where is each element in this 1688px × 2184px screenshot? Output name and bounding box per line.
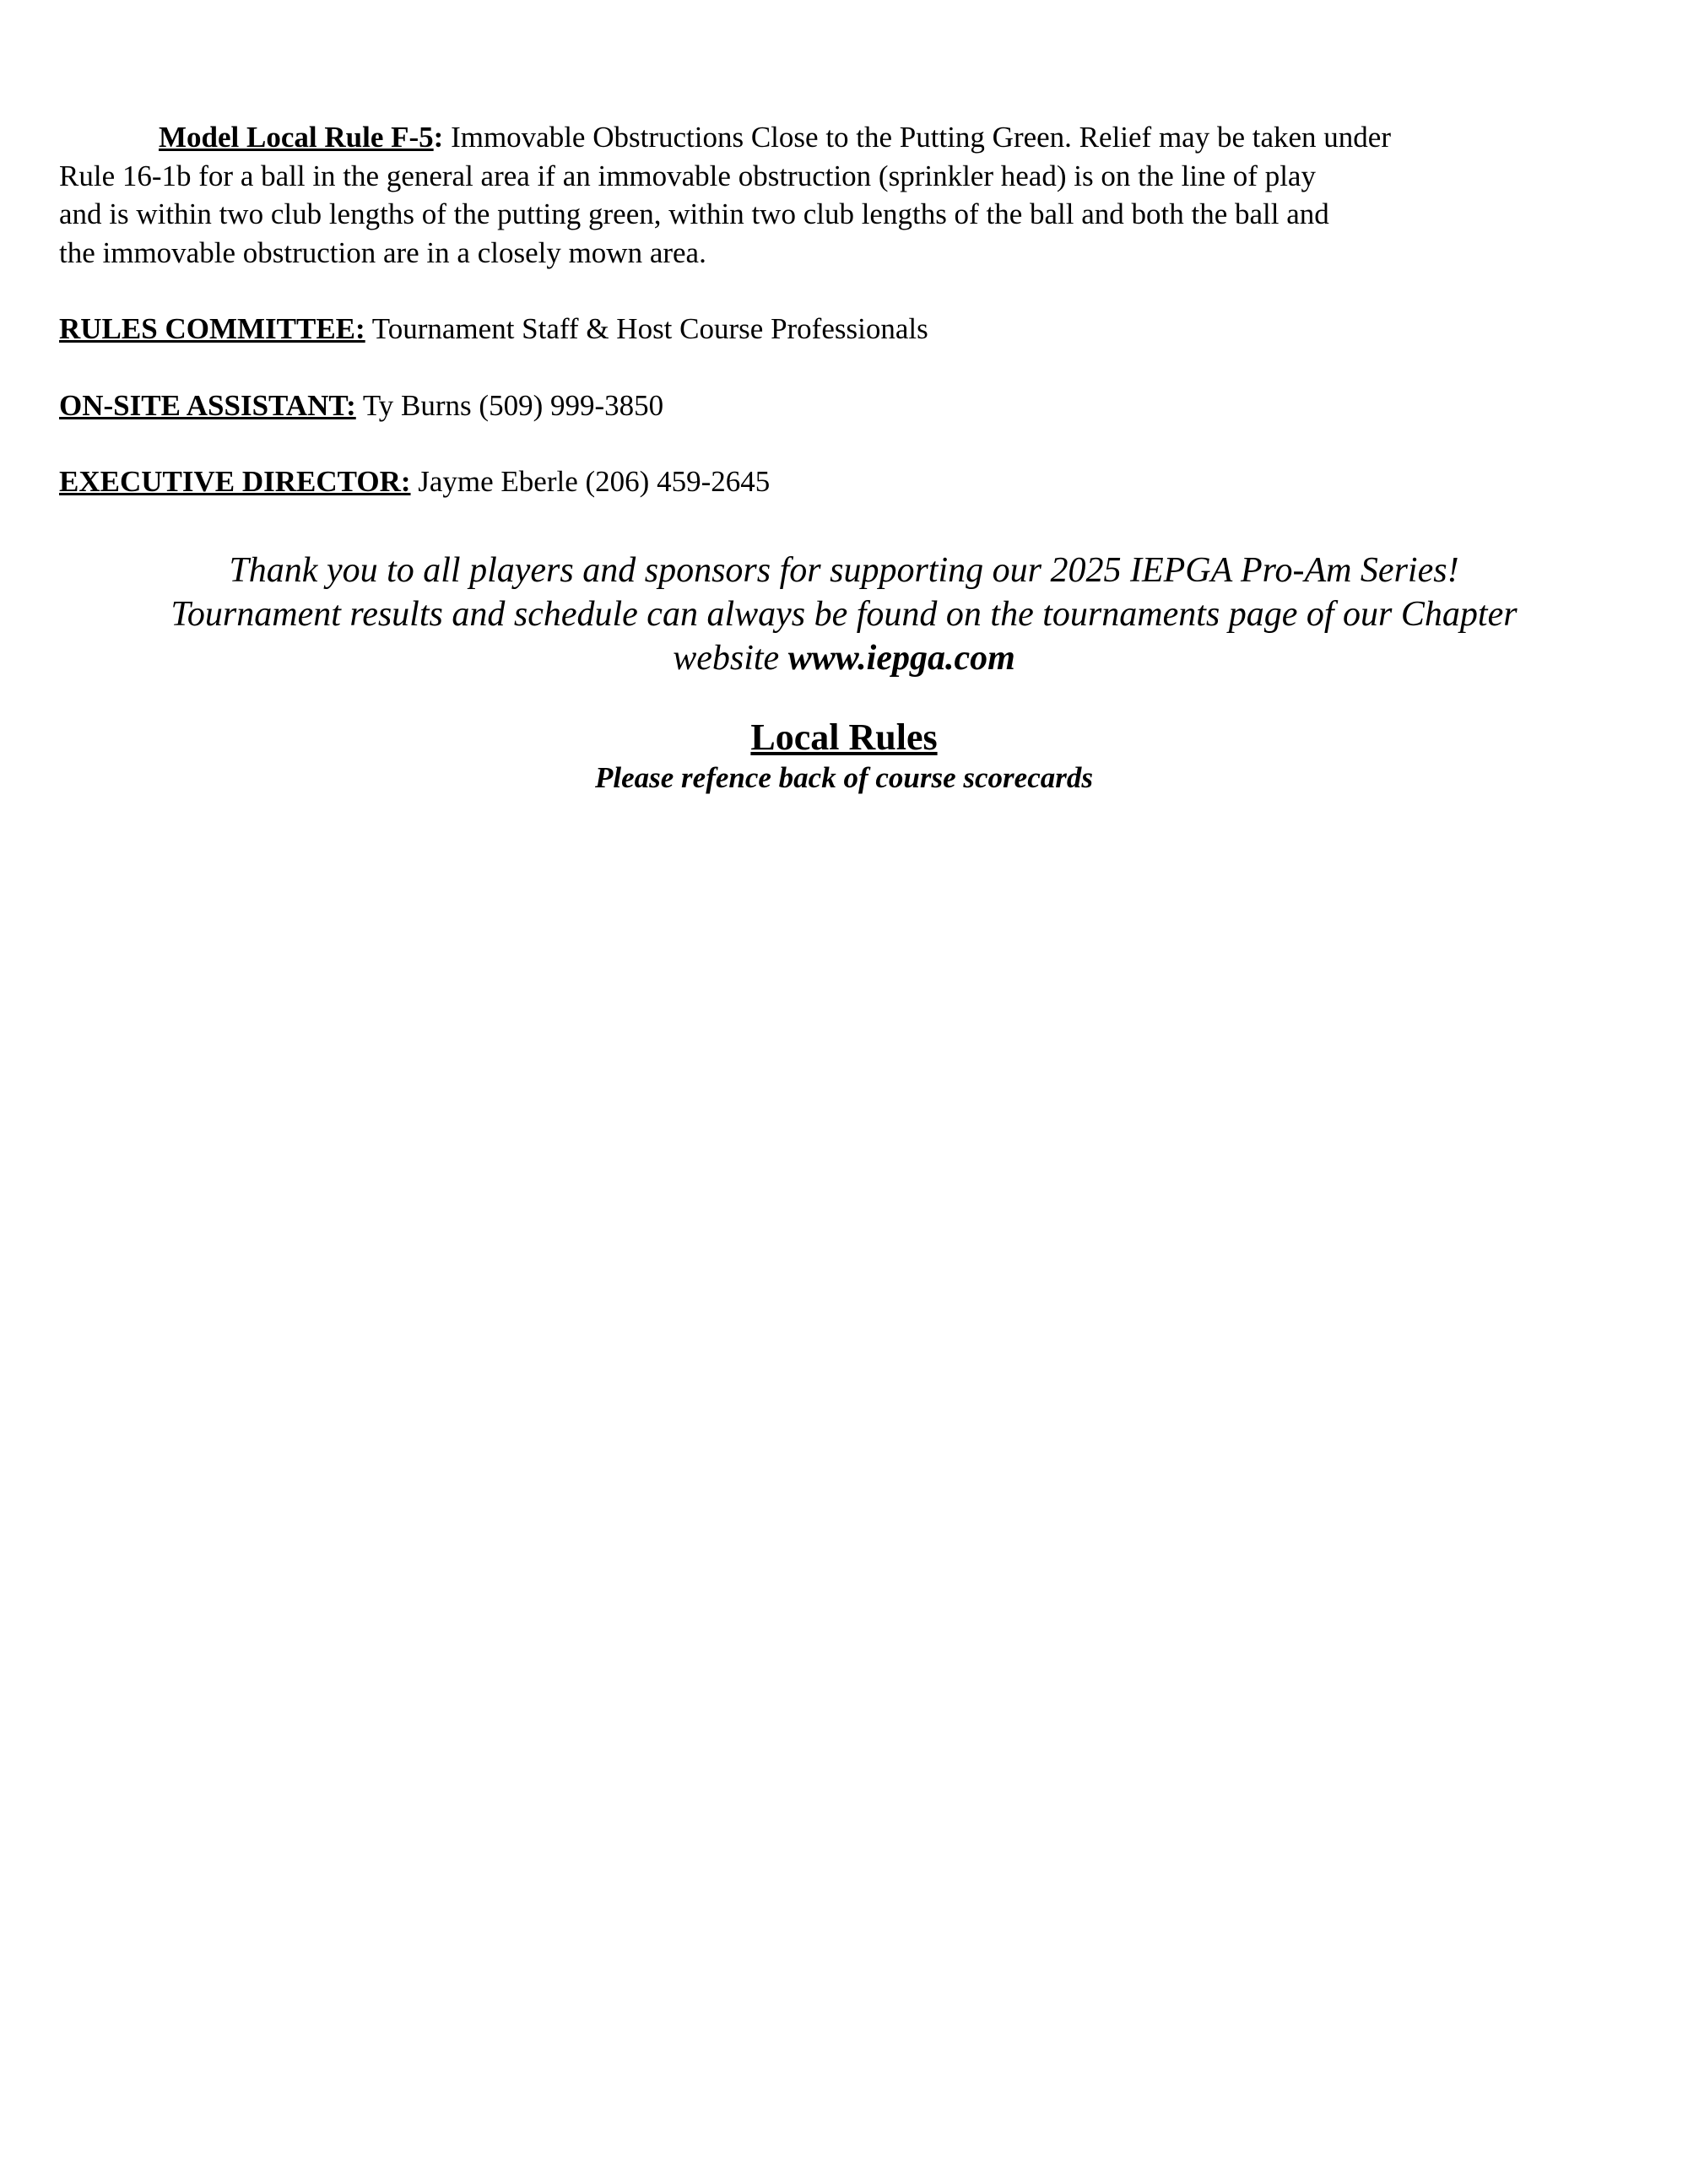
executive-director-label: EXECUTIVE DIRECTOR: bbox=[59, 465, 411, 498]
rules-committee-line bbox=[59, 310, 1629, 349]
rules-committee-label: RULES COMMITTEE: bbox=[59, 312, 365, 345]
model-rule-line-4: the immovable obstruction are in a closely mown area. bbox=[59, 235, 706, 269]
model-rule-line-3: and is within two club lengths of the putting green, within two club lengths of the ball and both the ball and bbox=[59, 197, 1329, 230]
executive-director-line bbox=[59, 462, 1629, 501]
thanks-line-3 bbox=[59, 636, 1629, 680]
model-rule-line-2: Rule 16-1b for a ball in the general area if an immovable obstruction (sprinkler head) is on the line of play bbox=[59, 159, 1316, 192]
onsite-assistant-value: Ty Burns (509) 999-3850 bbox=[355, 388, 664, 422]
model-local-rule-paragraph bbox=[59, 118, 1629, 272]
website-link[interactable]: www.iepga.com bbox=[787, 638, 1015, 678]
model-rule-text-1: Immovable Obstructions Close to the Putting Green. Relief may be taken under bbox=[443, 121, 1391, 154]
rules-committee-value: Tournament Staff & Host Course Professionals bbox=[365, 312, 928, 345]
model-rule-colon: : bbox=[433, 121, 444, 154]
onsite-assistant-label: ON-SITE ASSISTANT: bbox=[59, 388, 356, 422]
executive-director-value: Jayme Eberle (206) 459-2645 bbox=[410, 465, 771, 498]
model-rule-label: Model Local Rule F-5 bbox=[159, 121, 434, 154]
thanks-website-prefix: website bbox=[673, 638, 788, 678]
model-rule-line-1 bbox=[59, 118, 1629, 157]
local-rules-subtitle: Please refence back of course scorecards bbox=[595, 760, 1093, 794]
thank-you-message bbox=[59, 549, 1629, 680]
thanks-line-2: Tournament results and schedule can always be found on the tournaments page of our Chapter bbox=[170, 594, 1518, 634]
local-rules-section bbox=[59, 716, 1629, 797]
local-rules-title: Local Rules bbox=[750, 716, 938, 758]
document-page bbox=[59, 118, 1629, 797]
onsite-assistant-line bbox=[59, 387, 1629, 425]
thanks-line-1: Thank you to all players and sponsors for supporting our 2025 IEPGA Pro-Am Series! bbox=[229, 550, 1459, 590]
